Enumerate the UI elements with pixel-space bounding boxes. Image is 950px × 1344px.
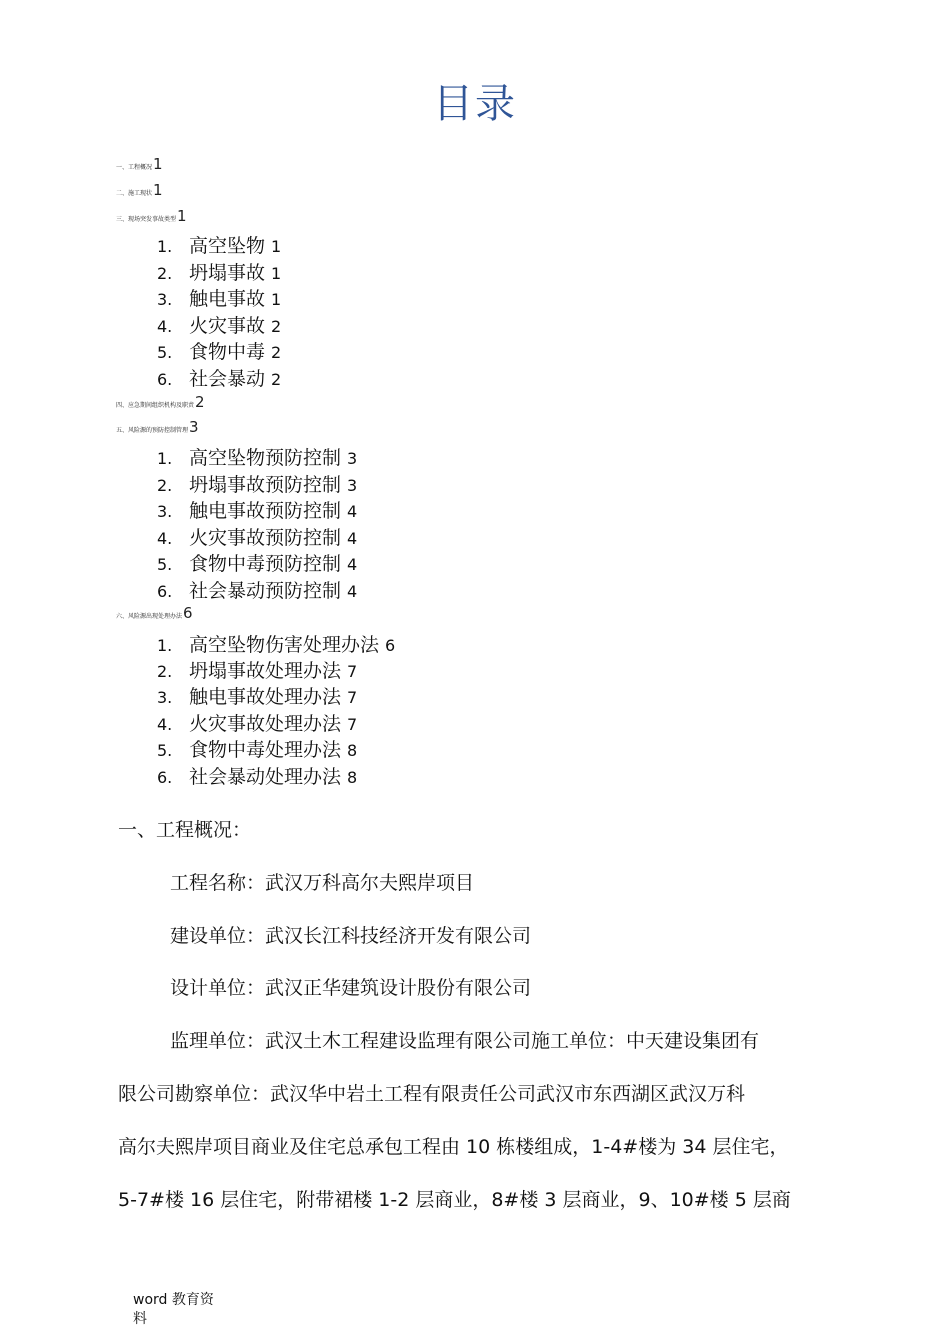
toc-subentry[interactable]: 3. 触电事故预防控制 4: [157, 500, 358, 522]
toc-subentry[interactable]: 6. 社会暴动处理办法 8: [157, 766, 358, 788]
document-title: 目录: [433, 81, 517, 127]
toc-subentry[interactable]: 4. 火灾事故处理办法 7: [157, 713, 358, 735]
toc-subentry[interactable]: 2. 坍塌事故 1: [157, 262, 282, 284]
builder-field: 建设单位：武汉长江科技经济开发有限公司: [170, 925, 532, 947]
toc-entry[interactable]: 四、应急期间组织机构及职责2: [116, 393, 205, 411]
paragraph-line: 限公司勘察单位：武汉华中岩土工程有限责任公司武汉市东西湖区武汉万科: [118, 1083, 746, 1105]
toc-subentry[interactable]: 5. 食物中毒处理办法 8: [157, 739, 358, 761]
toc-subentry[interactable]: 5. 食物中毒 2: [157, 341, 282, 363]
toc-entry[interactable]: 六、风险源出现处理办法6: [116, 604, 193, 622]
toc-subentry[interactable]: 5. 食物中毒预防控制 4: [157, 553, 358, 575]
designer-field: 设计单位：武汉正华建筑设计股份有限公司: [170, 977, 532, 999]
toc-subentry[interactable]: 4. 火灾事故预防控制 4: [157, 527, 358, 549]
toc-subentry[interactable]: 1. 高空坠物 1: [157, 235, 282, 257]
toc-subentry[interactable]: 6. 社会暴动 2: [157, 368, 282, 390]
paragraph-line: 高尔夫熙岸项目商业及住宅总承包工程由 10 栋楼组成，1-4#楼为 34 层住宅，: [118, 1136, 789, 1158]
toc-subentry[interactable]: 1. 高空坠物预防控制 3: [157, 447, 358, 469]
section-heading: 一、工程概况：: [118, 819, 252, 841]
toc-subentry[interactable]: 2. 坍塌事故处理办法 7: [157, 660, 358, 682]
toc-entry[interactable]: 一、工程概况1: [116, 155, 163, 173]
paragraph-line: 5-7#楼 16 层住宅，附带裙楼 1-2 层商业，8#楼 3 层商业，9、10#楼 5 层商: [118, 1189, 791, 1211]
toc-subentry[interactable]: 2. 坍塌事故预防控制 3: [157, 474, 358, 496]
toc-entry[interactable]: 五、风险源的预防控制管理3: [116, 418, 199, 436]
toc-subentry[interactable]: 6. 社会暴动预防控制 4: [157, 580, 358, 602]
footer-note: word 教育资料: [133, 1292, 214, 1327]
toc-entry[interactable]: 二、施工现状1: [116, 181, 163, 199]
toc-entry[interactable]: 三、现场突发事故类型1: [116, 207, 187, 225]
toc-subentry[interactable]: 3. 触电事故处理办法 7: [157, 686, 358, 708]
toc-subentry[interactable]: 3. 触电事故 1: [157, 288, 282, 310]
toc-subentry[interactable]: 4. 火灾事故 2: [157, 315, 282, 337]
paragraph-line: 监理单位：武汉土木工程建设监理有限公司施工单位：中天建设集团有: [170, 1030, 760, 1052]
toc-subentry[interactable]: 1. 高空坠物伤害处理办法 6: [157, 634, 396, 656]
project-name-field: 工程名称：武汉万科高尔夫熙岸项目: [170, 872, 475, 894]
